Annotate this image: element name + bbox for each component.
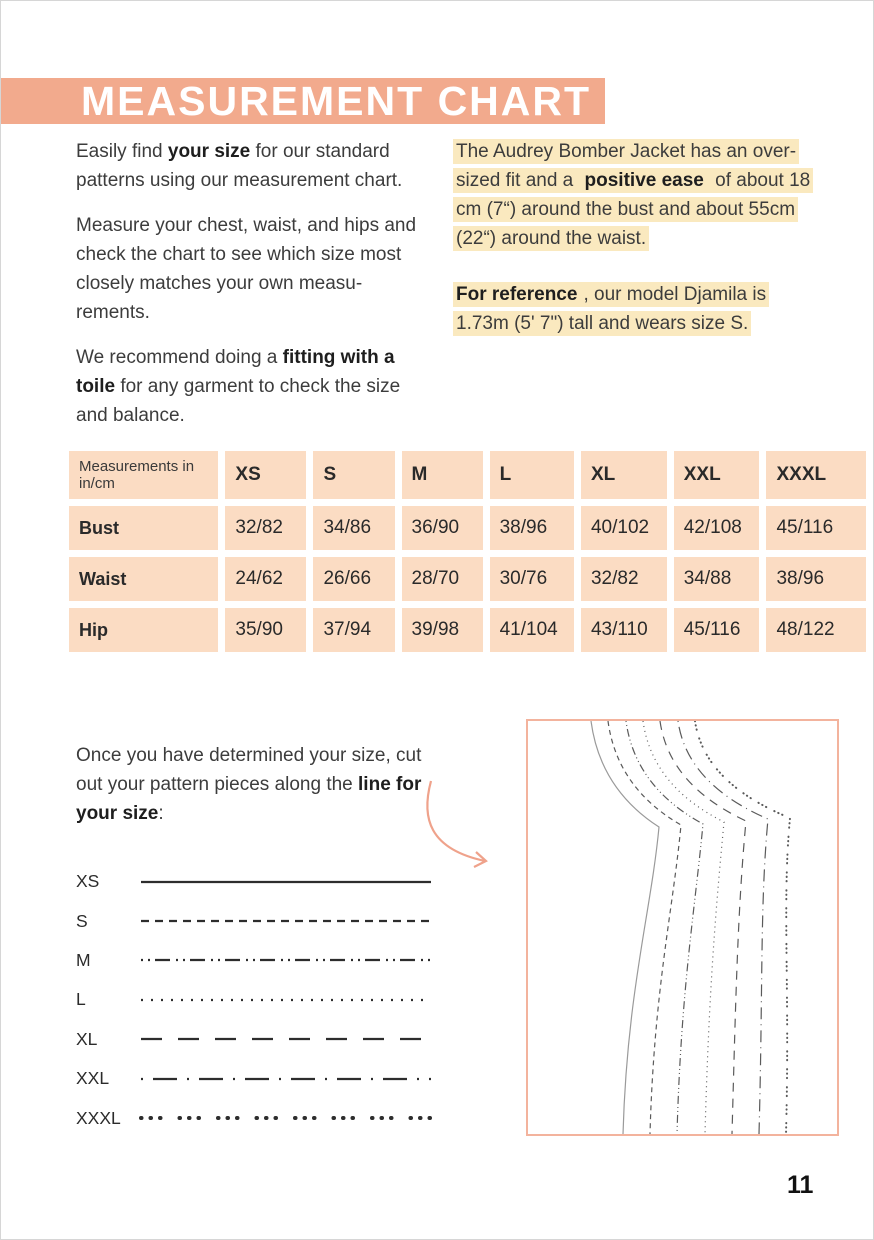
table-header-row bbox=[69, 451, 866, 499]
table-cell: 32/82 bbox=[225, 506, 306, 550]
table-cell: 24/62 bbox=[225, 557, 306, 601]
row-label: Hip bbox=[69, 608, 218, 652]
highlighted-paragraph: For reference , our model Djamila is 1.73m (5' 7") tall and wears size S. bbox=[453, 280, 819, 338]
size-column-header: XXL bbox=[674, 451, 760, 499]
dotted-line-swatch bbox=[138, 995, 434, 1005]
size-column-header: S bbox=[313, 451, 394, 499]
size-line-legend bbox=[76, 862, 444, 1138]
size-column-header: M bbox=[402, 451, 483, 499]
legend-row-s bbox=[76, 901, 444, 940]
table-cell: 32/82 bbox=[581, 557, 667, 601]
size-label: XXL bbox=[76, 1068, 110, 1089]
size-column-header: L bbox=[490, 451, 574, 499]
solid-line-swatch bbox=[138, 877, 434, 887]
table-cell: 30/76 bbox=[490, 557, 574, 601]
table-cell: 45/116 bbox=[674, 608, 760, 652]
row-label: Bust bbox=[69, 506, 218, 550]
size-label: XL bbox=[76, 1028, 98, 1049]
pattern-piece-illustration bbox=[526, 719, 839, 1136]
dashed-line-swatch bbox=[138, 916, 434, 926]
table-cell: 42/108 bbox=[674, 506, 760, 550]
legend-row-xs bbox=[76, 862, 444, 901]
pattern-cut-lines bbox=[528, 721, 837, 1134]
long-dash-line-swatch bbox=[138, 1034, 434, 1044]
table-cell: 38/96 bbox=[766, 557, 866, 601]
table-cell: 26/66 bbox=[313, 557, 394, 601]
table-cell: 48/122 bbox=[766, 608, 866, 652]
dot-dash-line-swatch bbox=[138, 1074, 434, 1084]
table-cell: 28/70 bbox=[402, 557, 483, 601]
size-label: S bbox=[76, 910, 88, 931]
table-row-bust bbox=[69, 506, 866, 550]
page-title: MEASUREMENT CHART bbox=[81, 78, 592, 124]
size-label: L bbox=[76, 989, 86, 1010]
measurement-table bbox=[62, 444, 873, 659]
intro-paragraph: Easily find your size for our standard patterns using our measurement chart. bbox=[76, 141, 403, 191]
size-label: XS bbox=[76, 871, 100, 892]
table-cell: 43/110 bbox=[581, 608, 667, 652]
intro-paragraph: We recommend doing a fitting with a toile for any garment to check the size and balance. bbox=[76, 347, 401, 426]
size-label: M bbox=[76, 949, 91, 970]
table-cell: 39/98 bbox=[402, 608, 483, 652]
size-column-header: XL bbox=[581, 451, 667, 499]
table-row-hip bbox=[69, 608, 866, 652]
table-row-waist bbox=[69, 557, 866, 601]
page-number: 11 bbox=[787, 1171, 814, 1199]
dot-groups-line-swatch bbox=[138, 1113, 434, 1123]
table-cell: 36/90 bbox=[402, 506, 483, 550]
table-cell: 35/90 bbox=[225, 608, 306, 652]
size-column-header: XXXL bbox=[766, 451, 866, 499]
table-cell: 34/86 bbox=[313, 506, 394, 550]
table-cell: 34/88 bbox=[674, 557, 760, 601]
curved-arrow-icon bbox=[413, 773, 513, 873]
title-bar bbox=[1, 78, 605, 124]
legend-row-m bbox=[76, 941, 444, 980]
table-cell: 41/104 bbox=[490, 608, 574, 652]
row-label: Waist bbox=[69, 557, 218, 601]
legend-row-xxxl bbox=[76, 1098, 444, 1137]
table-cell: 45/116 bbox=[766, 506, 866, 550]
legend-row-xxl bbox=[76, 1059, 444, 1098]
table-cell: 40/102 bbox=[581, 506, 667, 550]
table-cell: 37/94 bbox=[313, 608, 394, 652]
size-label: XXXL bbox=[76, 1107, 121, 1128]
intro-right-column bbox=[453, 137, 819, 354]
intro-paragraph: Measure your chest, waist, and hips and check the chart to see which size most closely matches your own measu-rements. bbox=[76, 215, 417, 323]
intro-left-column bbox=[76, 137, 420, 446]
dash-dot-dot-line-swatch bbox=[138, 955, 434, 965]
legend-row-xl bbox=[76, 1020, 444, 1059]
cut-instruction: Once you have determined your size, cut out your pattern pieces along the line for your size: bbox=[76, 745, 422, 824]
legend-row-l bbox=[76, 980, 444, 1019]
table-cell: 38/96 bbox=[490, 506, 574, 550]
table-corner-label: Measurements in in/cm bbox=[69, 451, 218, 499]
size-column-header: XS bbox=[225, 451, 306, 499]
highlighted-paragraph: The Audrey Bomber Jacket has an over-sized fit and a positive ease of about 18 cm (7“) around the bust and about 55cm (22“) around the waist. bbox=[453, 137, 819, 253]
